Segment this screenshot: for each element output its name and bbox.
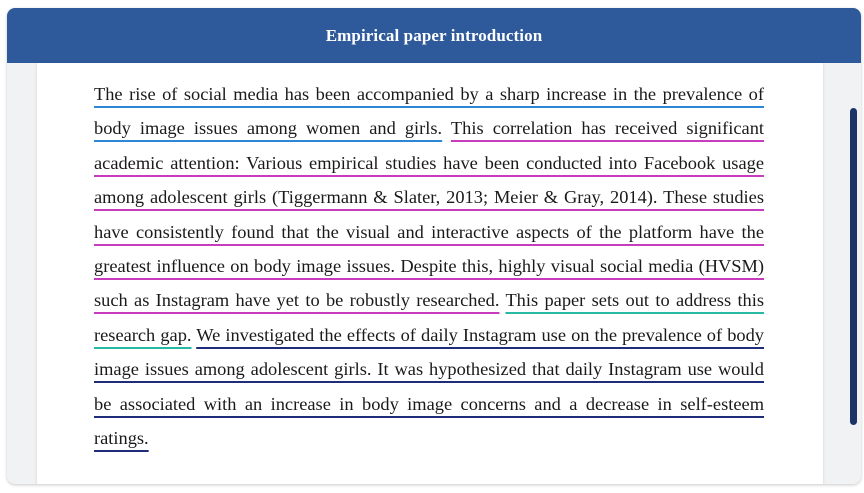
segment-research-gap: This paper sets out to address this research gap.	[94, 290, 765, 345]
segment-literature-review: This correlation has received significant academic attention: Various empirical studies have been conducted into Facebook usage among adolescent girls (Tiggermann & Slater, 2013; Meier & Gray, 2014). These studies have consistently found that the visual and interactive aspects of the platform have the greatest influence on body image issues. Despite this, highly visual social media (HVSM) such as Instagram have yet to be robustly researched.	[94, 118, 764, 311]
header-title: Empirical paper introduction	[325, 25, 543, 45]
paper-page	[37, 63, 823, 484]
document-card	[7, 8, 861, 484]
segment-study-overview: We investigated the effects of daily Instagram use on the prevalence of body image issues among adolescent girls. It was hypothesized that daily Instagram use would be associated with an increase in body image concerns and a decrease in self-esteem ratings.	[94, 324, 764, 449]
segment-context: The rise of social media has been accompanied by a sharp increase in the prevalence of body image issues among women and girls.	[94, 84, 764, 139]
intro-paragraph	[94, 77, 764, 455]
scrollbar-thumb[interactable]	[850, 108, 857, 425]
header-bar	[7, 8, 861, 63]
